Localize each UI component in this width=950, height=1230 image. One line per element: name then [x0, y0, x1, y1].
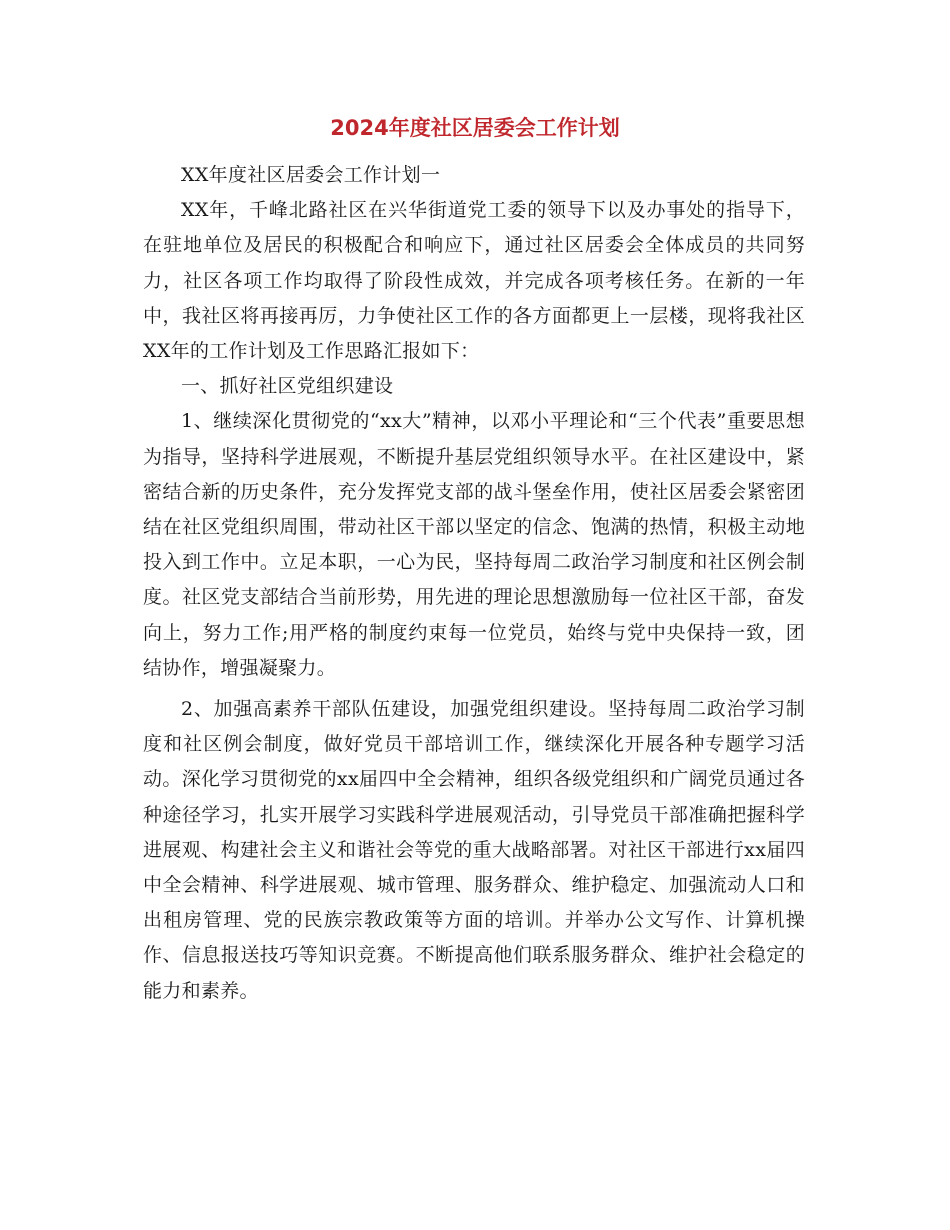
document-body — [143, 158, 805, 1009]
section-heading: 一、抓好社区党组织建设 — [181, 375, 394, 398]
document-title: 2024年度社区居委会工作计划 — [330, 116, 620, 140]
plan-subtitle: XX年度社区居委会工作计划一 — [181, 164, 441, 186]
item-paragraph-2: 2、加强高素养干部队伍建设，加强党组织建设。坚持每周二政治学习制度和社区例会制度，做好党员干部培训工作，继续深化开展各种专题学习活动。深化学习贯彻党的xx届四中全会精神，组织各级党组织和广阔党员通过各种途径学习，扎实开展学习实践科学进展观活动，引导党员干部准确把握科学进展观、构建社会主义和谐社会等党的重大战略部署。对社区干部进行xx届四中全会精神、科学进展观、城市管理、服务群众、维护稳定、加强流动人口和出租房管理、党的民族宗教政策等方面的培训。并举办公文写作、计算机操作、信息报送技巧等知识竞赛。不断提高他们联系服务群众、维护社会稳定的能力和素养。 — [143, 698, 805, 1002]
item-paragraph-1: 1、继续深化贯彻党的“xx大”精神，以邓小平理论和“三个代表”重要思想为指导，坚持科学进展观，不断提升基层党组织领导水平。在社区建设中，紧密结合新的历史条件，充分发挥党支部的战斗堡垒作用，使社区居委会紧密团结在社区党组织周围，带动社区干部以坚定的信念、饱满的热情，积极主动地投入到工作中。立足本职，一心为民，坚持每周二政治学习制度和社区例会制度。社区党支部结合当前形势，用先进的理论思想激励每一位社区干部，奋发向上，努力工作;用严格的制度约束每一位党员，始终与党中央保持一致，团结协作，增强凝聚力。 — [143, 410, 805, 679]
intro-paragraph: XX年，千峰北路社区在兴华街道党工委的领导下以及办事处的指导下，在驻地单位及居民的积极配合和响应下，通过社区居委会全体成员的共同努力，社区各项工作均取得了阶段性成效，并完成各项考核任务。在新的一年中，我社区将再接再厉，力争使社区工作的各方面都更上一层楼，现将我社区XX年的工作计划及工作思路汇报如下： — [143, 199, 805, 363]
